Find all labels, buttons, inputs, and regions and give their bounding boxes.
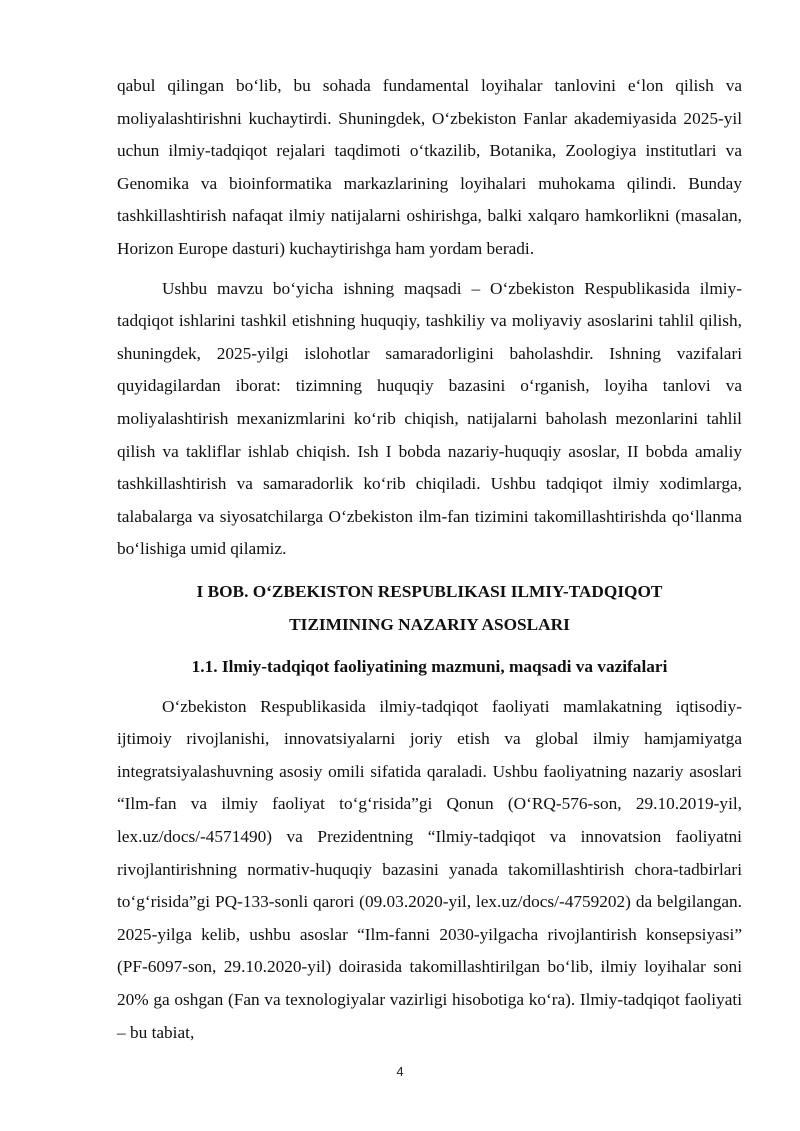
- page-number: 4: [396, 1064, 404, 1079]
- chapter-title: [117, 576, 742, 641]
- chapter-title-line-1: I BOB. O‘ZBEKISTON RESPUBLIKASI ILMIY-TADQIQOT: [196, 581, 663, 601]
- chapter-title-line-2: TIZIMINING NAZARIY ASOSLARI: [289, 614, 570, 634]
- section-paragraph: O‘zbekiston Respublikasida ilmiy-tadqiqot faoliyati mamlakatning iqtisodiy-ijtimoiy rivojlanishi, innovatsiyalarni joriy etish va global ilmiy hamjamiyatga integratsiyalashuvning asosiy omili sifatida qaraladi. Ushbu faoliyatning nazariy asoslari “Ilm-fan va ilmiy faoliyat to‘g‘risida”gi Qonun (O‘RQ-576-son, 29.10.2019-yil, lex.uz/docs/-4571490) va Prezidentning “Ilmiy-tadqiqot va innovatsion faoliyatni rivojlantirishning normativ-huquqiy bazasini yanada takomillashtirish chora-tadbirlari to‘g‘risida”gi PQ-133-sonli qarori (09.03.2020-yil, lex.uz/docs/-4759202) da belgilangan. 2025-yilga kelib, ushbu asoslar “Ilm-fanni 2030-yilgacha rivojlantirish konsepsiyasi” (PF-6097-son, 29.10.2020-yil) doirasida takomillashtirilgan bo‘lib, ilmiy loyihalar soni 20% ga oshgan (Fan va texnologiyalar vazirligi hisobotiga ko‘ra). Ilmiy-tadqiqot faoliyati – bu tabiat,: [117, 696, 742, 1042]
- body-paragraph-2: Ushbu mavzu bo‘yicha ishning maqsadi – O‘zbekiston Respublikasida ilmiy-tadqiqot ishlarini tashkil etishning huquqiy, tashkiliy va moliyaviy asoslarini tahlil qilish, shuningdek, 2025-yilgi islohotlar samaradorligini baholashdir. Ishning vazifalari quyidagilardan iborat: tizimning huquqiy bazasini o‘rganish, loyiha tanlovi va moliyalashtirish mexanizmlarini ko‘rib chiqish, natijalarni baholash mezonlarini tahlil qilish va takliflar ishlab chiqish. Ish I bobda nazariy-huquqiy asoslar, II bobda amaliy tashkillashtirish va samaradorlik ko‘rib chiqiladi. Ushbu tadqiqot ilmiy xodimlarga, talabalarga va siyosatchilarga O‘zbekiston ilm-fan tizimini takomillashtirishda qo‘llanma bo‘lishiga umid qilamiz.: [117, 278, 742, 559]
- body-paragraph-1: qabul qilingan bo‘lib, bu sohada fundamental loyihalar tanlovini e‘lon qilish va moliyalashtirishni kuchaytirdi. Shuningdek, O‘zbekiston Fanlar akademiyasida 2025-yil uchun ilmiy-tadqiqot rejalari taqdimoti o‘tkazilib, Botanika, Zoologiya institutlari va Genomika va bioinformatika markazlarining loyihalari muhokama qilindi. Bunday tashkillashtirish nafaqat ilmiy natijalarni oshirishga, balki xalqaro hamkorlikni (masalan, Horizon Europe dasturi) kuchaytirishga ham yordam beradi.: [117, 76, 742, 258]
- page-body: [117, 70, 742, 1049]
- section-title: 1.1. Ilmiy-tadqiqot faoliyatining mazmuni, maqsadi va vazifalari: [191, 657, 668, 677]
